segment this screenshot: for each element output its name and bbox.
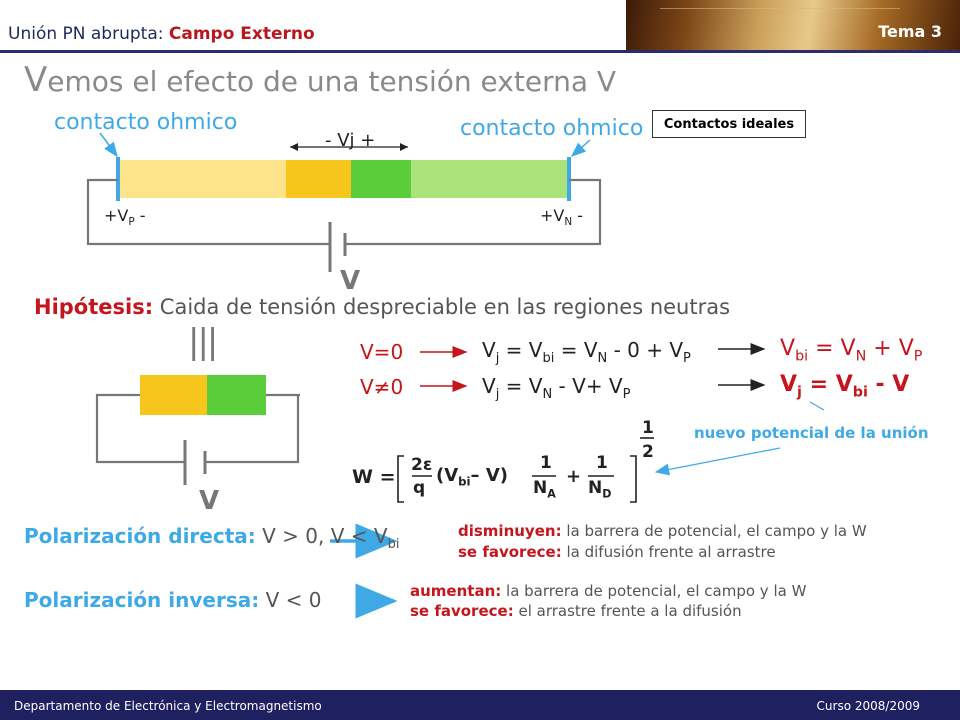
footer-course: Curso 2008/2009 — [816, 699, 920, 713]
reverse-effect-2: se favorece: el arrastre frente a la difusión — [410, 602, 742, 620]
footer-bar — [0, 690, 960, 720]
contact-right-label: contacto ohmico — [460, 116, 644, 141]
ideal-contacts-box: Contactos ideales — [652, 110, 806, 138]
new-potential-label: nuevo potencial de la unión — [694, 424, 929, 442]
w-plus: + — [566, 466, 582, 487]
eq1: $V_j = V_{bi} = V_N - 0 + V_P$ — [482, 338, 691, 366]
w-1-a: 1 — [540, 453, 552, 473]
reverse-effect-1: aumentan: la barrera de potencial, el campo y la W — [410, 582, 807, 600]
battery-v-label-bottom: V — [199, 486, 220, 516]
topic-label: Tema 3 — [878, 22, 942, 41]
hypothesis: Hipótesis: Caida de tensión despreciable en las regiones neutras — [34, 295, 731, 319]
w-1-d: 1 — [596, 453, 608, 473]
w-2eps: 2ε — [411, 455, 433, 475]
w-exp-1: 1 — [642, 418, 654, 438]
vn-label: $+V_N$ - — [540, 206, 584, 229]
eq2: $V_j = V_N - V+ V_P$ — [482, 374, 631, 402]
result2: $V_j = V_{bi} - V$ — [780, 372, 910, 401]
w-q: q — [413, 478, 426, 498]
w-formula-label: W = — [352, 466, 396, 488]
equivalence-symbol: ||| — [188, 322, 217, 362]
direct-effect-1: disminuyen: la barrera de potencial, el campo y la W — [458, 522, 867, 540]
contact-left-label: contacto ohmico — [54, 110, 238, 135]
w-na: $N_A$ — [533, 478, 556, 501]
w-exp-2: 2 — [642, 442, 654, 462]
w-nd: $N_D$ — [588, 478, 612, 501]
reverse-bias: Polarización inversa: V < 0 — [24, 588, 322, 612]
eq-v0-label: V=0 — [360, 340, 404, 364]
header-title: Unión PN abrupta: Campo Externo — [8, 24, 315, 44]
footer-department: Departamento de Electrónica y Electromagnetismo — [14, 699, 322, 713]
w-vbi-term: ($V_{bi}-$ V) — [436, 465, 508, 489]
result1: $V_{bi} = V_N + V_P$ — [780, 336, 923, 365]
eq-vneq-label: V≠0 — [360, 375, 404, 399]
battery-v-label-top: V — [340, 266, 361, 296]
vp-label: $+V_P$ - — [104, 206, 146, 229]
slide-title: Vemos el efecto de una tensión externa V — [24, 60, 617, 100]
direct-bias: Polarización directa: V > 0, $V < V_{bi}$ — [24, 524, 400, 552]
vj-label: - Vj + — [325, 130, 376, 151]
direct-effect-2: se favorece: la difusión frente al arrastre — [458, 543, 776, 561]
